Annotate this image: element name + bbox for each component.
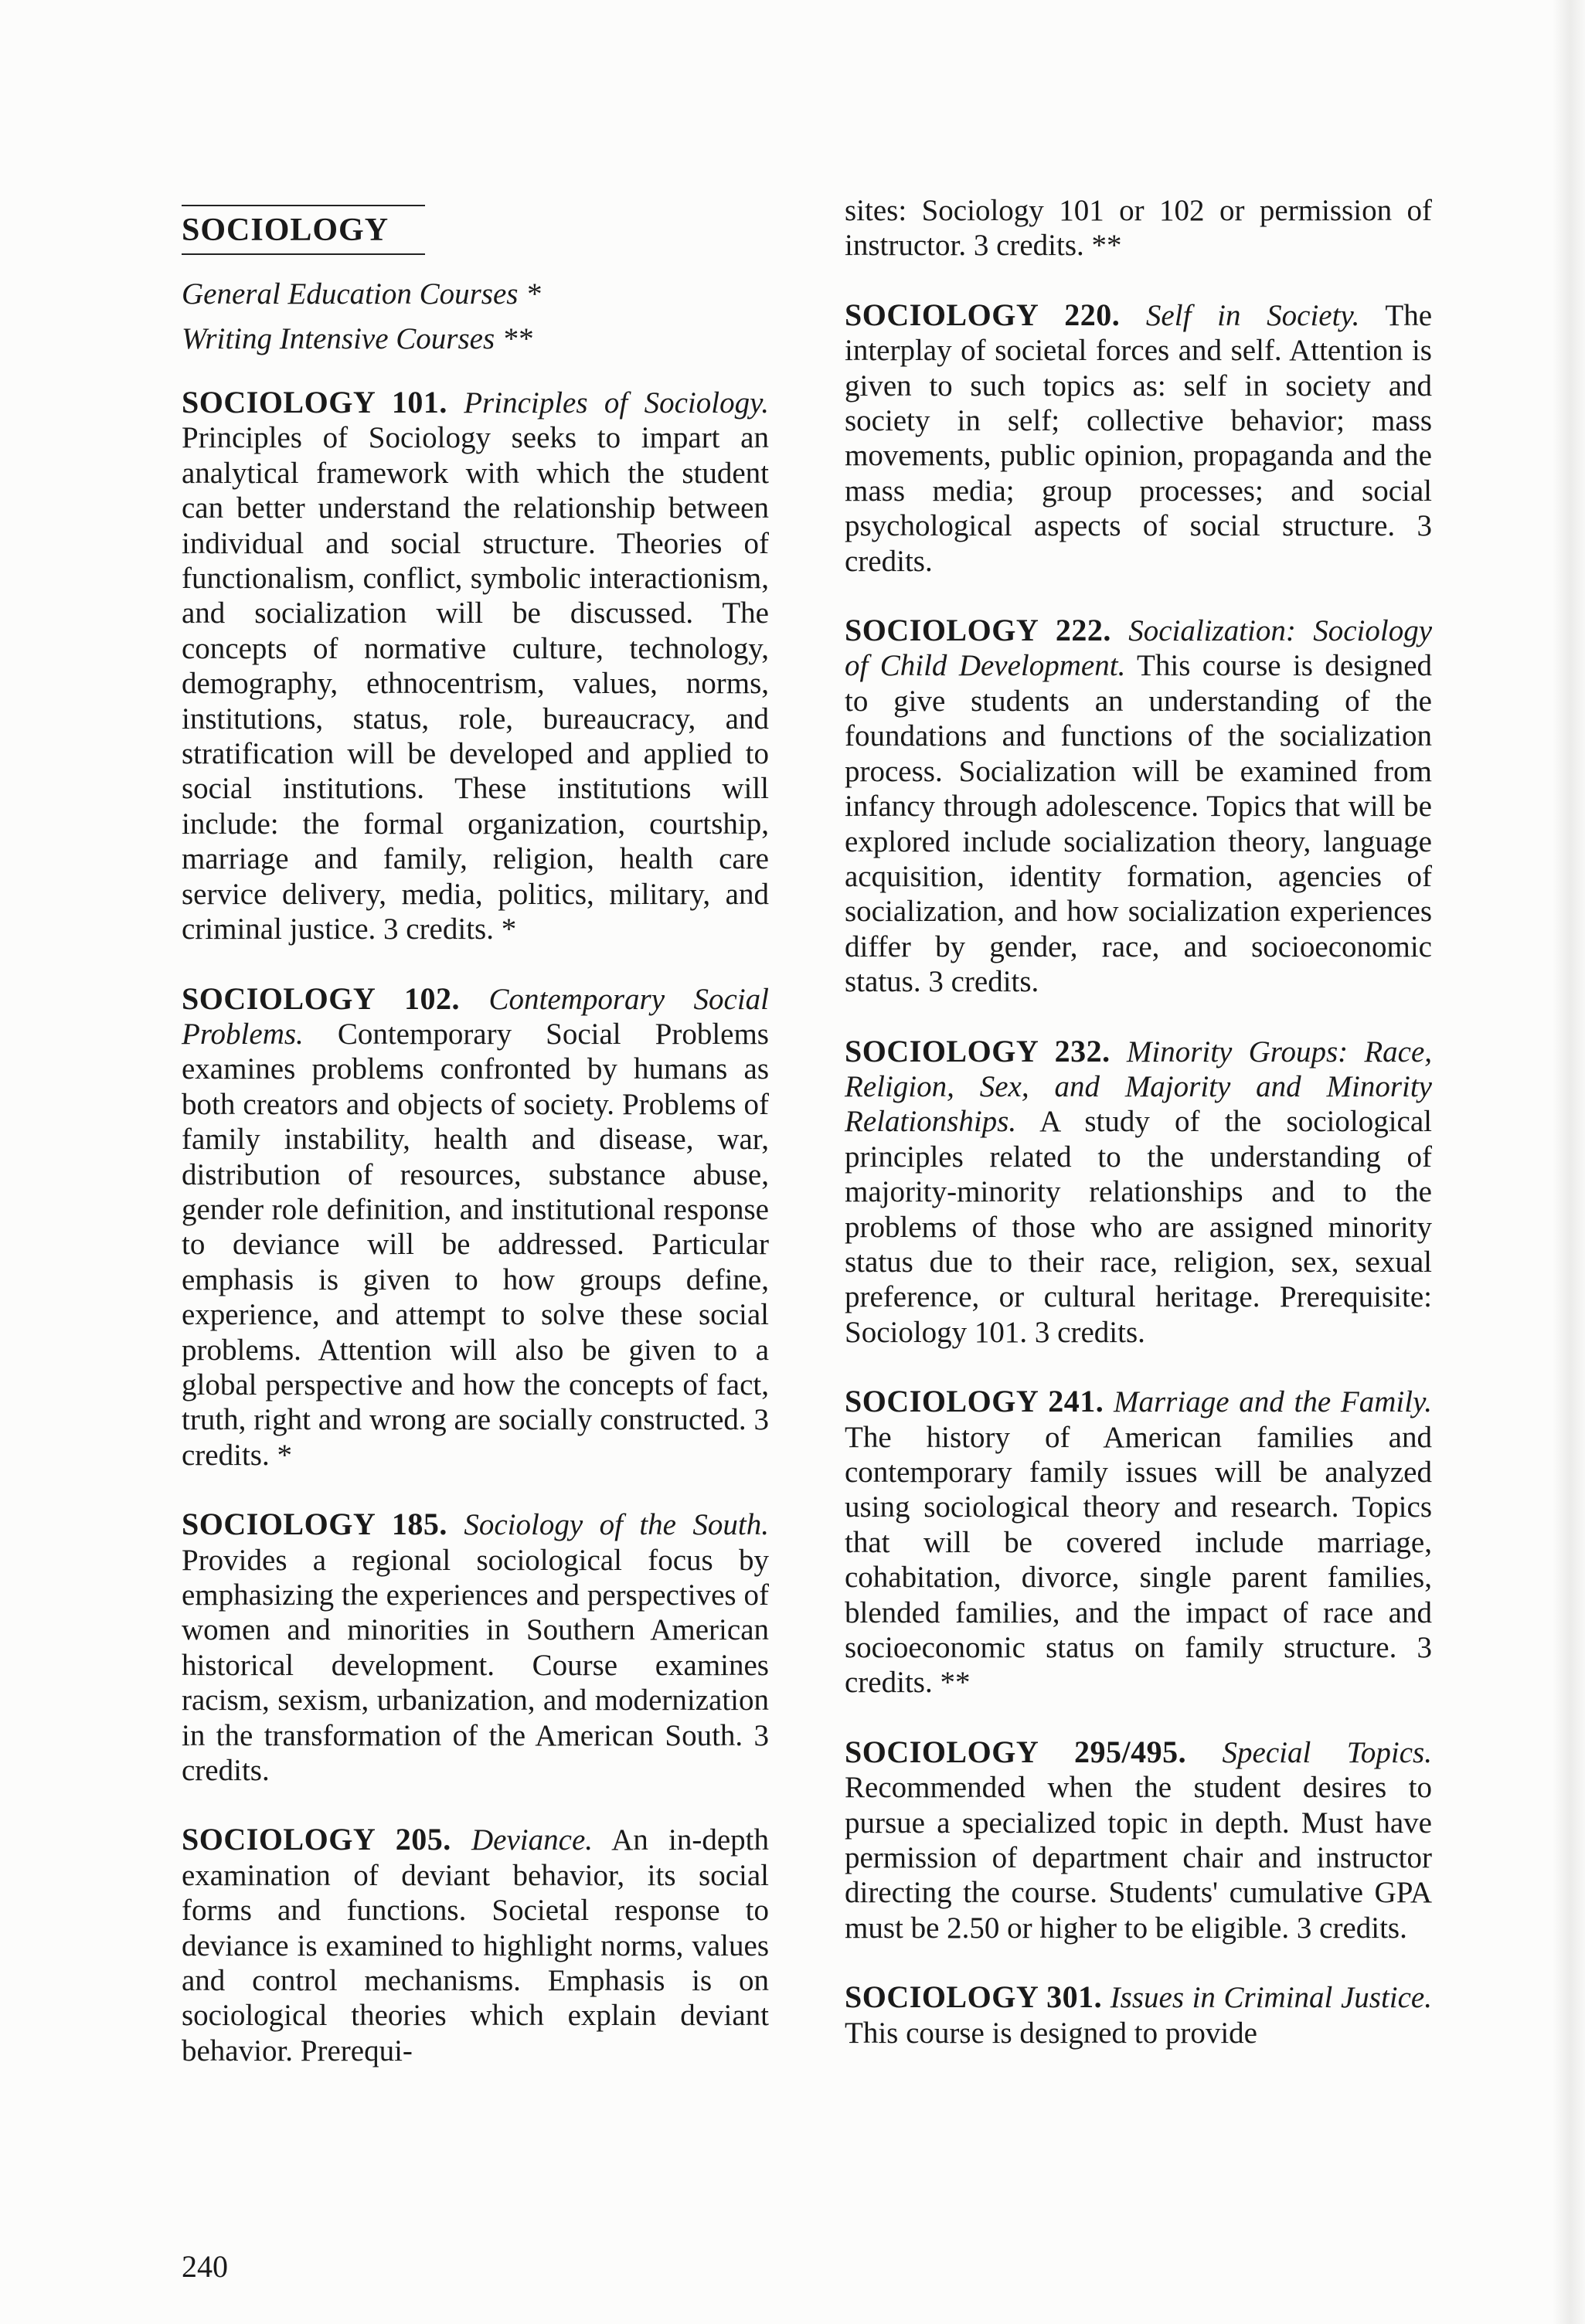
course-continuation-text: sites: Sociology 101 or 102 or permission of instructor. 3 credits. ** — [845, 194, 1432, 263]
header-top-rule — [182, 205, 425, 206]
left-column — [182, 185, 769, 2102]
course-code: SOCIOLOGY 205. — [182, 1822, 451, 1857]
course-title: Self in Society. — [1145, 298, 1360, 332]
course-description: The history of American families and contemporary family issues will be analyzed using sociological theory and research. Topics that will be covered include marriage, cohabitation, divorce, single parent families, blended families, and the impact of race and socioeconomic status on family structure. 3 credits. ** — [845, 1420, 1432, 1700]
course-description: Contemporary Social Problems examines problems confronted by humans as both creators and objects of society. Problems of family instability, health and disease, war, distribution of resources, substance abuse, gender role definition, and institutional response to deviance will be addressed. Particular emphasis is given to how groups define, experience, and attempt to solve these social problems. Attention will also be given to a global perspective and how the concepts of fact, truth, right and wrong are socially constructed. 3 credits. * — [182, 1017, 769, 1472]
course-code: SOCIOLOGY 185. — [182, 1507, 447, 1542]
course-code: SOCIOLOGY 241. — [845, 1384, 1104, 1419]
course-description: Provides a regional sociological focus by emphasizing the experiences and perspectives of women and minorities in Southern American historical development. Course examines racism, sexism, urbanization, and modernization in the transformation of the American South. 3 credits. — [182, 1543, 769, 1788]
course-entry-soc-241 — [845, 1384, 1432, 1701]
course-entry-soc-301 — [845, 1979, 1432, 2050]
course-legend — [182, 272, 769, 362]
department-title: SOCIOLOGY — [182, 212, 389, 248]
course-title: Principles of Sociology. — [464, 386, 770, 420]
course-code: SOCIOLOGY 301. — [845, 1979, 1103, 2015]
course-title: Sociology of the South. — [464, 1508, 770, 1542]
course-entry-soc-295-495 — [845, 1735, 1432, 1945]
department-header — [182, 212, 389, 249]
legend-writing-intensive: Writing Intensive Courses ** — [182, 322, 532, 355]
course-entry-soc-102 — [182, 981, 769, 1473]
right-column — [845, 193, 1432, 2084]
course-title: Minority Groups: Race, Religion, Sex, and Majority and Minority Relationships. — [845, 1035, 1433, 1139]
legend-general-education: General Education Courses * — [182, 277, 541, 311]
course-title: Marriage and the Family. — [1114, 1385, 1433, 1419]
course-entry-soc-185 — [182, 1507, 769, 1788]
course-title: Contemporary Social Problems. — [182, 982, 769, 1051]
course-description: This course is designed to give students an understanding of the foundations and functions of the socialization process. Socialization will be examined from infancy through adolescence. Topics that will be explored include socialization theory, language acquisition, identity formation, agencies of socialization, and how socialization experiences differ by gender, race, and socioeconomic status. 3 credits. — [845, 649, 1433, 999]
course-title: Deviance. — [471, 1823, 594, 1857]
course-code: SOCIOLOGY 295/495. — [845, 1734, 1187, 1769]
course-title: Socialization: Sociology of Child Development. — [845, 614, 1433, 683]
page-gutter-shadow — [1553, 0, 1585, 2324]
course-code: SOCIOLOGY 101. — [182, 385, 447, 420]
course-entry-soc-222 — [845, 613, 1432, 999]
course-description: Principles of Sociology seeks to impart an analytical framework with which the student can better understand the relationship between individual and social structure. Theories of functionalism, conflict, symbolic interactionism, and socialization will be discussed. The concepts of normative culture, technology, demography, ethnocentrism, values, norms, institutions, status, role, bureaucracy, and stratification will be developed and applied to social institutions. These institutions will include: the formal organization, courtship, marriage and family, religion, health care service delivery, media, politics, military, and criminal justice. 3 credits. * — [182, 421, 769, 946]
course-entry-soc-220 — [845, 297, 1432, 579]
course-description: A study of the sociological principles related to the understanding of majority-minority relationships and to the problems of those who are assigned minority status due to their race, religion, sex, sexual preference, or cultural heritage. Prerequisite: Sociology 101. 3 credits. — [845, 1105, 1432, 1349]
page-number: 240 — [182, 2249, 228, 2284]
course-entry-soc-232 — [845, 1034, 1432, 1351]
course-entry-soc-101 — [182, 385, 769, 947]
course-code: SOCIOLOGY 232. — [845, 1033, 1111, 1069]
course-description: This course is designed to provide — [845, 2016, 1257, 2050]
course-description: The interplay of societal forces and self. Attention is given to such topics as: self in society and society in self; collective behavior; mass movements, public opinion, propaganda and the mass media; group processes; and social psychological aspects of social structure. 3 credits. — [845, 298, 1433, 578]
course-title: Special Topics. — [1222, 1735, 1432, 1769]
course-description: An in-depth examination of deviant behavior, its social forms and functions. Societal response to deviance is examined to highlight norms, values and control mechanisms. Emphasis is on sociological theories which explain deviant behavior. Prerequi- — [182, 1823, 770, 2067]
course-title: Issues in Criminal Justice. — [1110, 1981, 1432, 2015]
course-entry-soc-205 — [182, 1822, 769, 2068]
course-code: SOCIOLOGY 102. — [182, 980, 460, 1016]
course-code: SOCIOLOGY 222. — [845, 613, 1111, 648]
header-bottom-rule — [182, 253, 425, 255]
course-description: Recommended when the student desires to pursue a specialized topic in depth. Must have permission of department chair and instructor directing the course. Students' cumulative GPA must be 2.50 or higher to be eligible. 3 credits. — [845, 1771, 1432, 1945]
course-code: SOCIOLOGY 220. — [845, 297, 1121, 332]
